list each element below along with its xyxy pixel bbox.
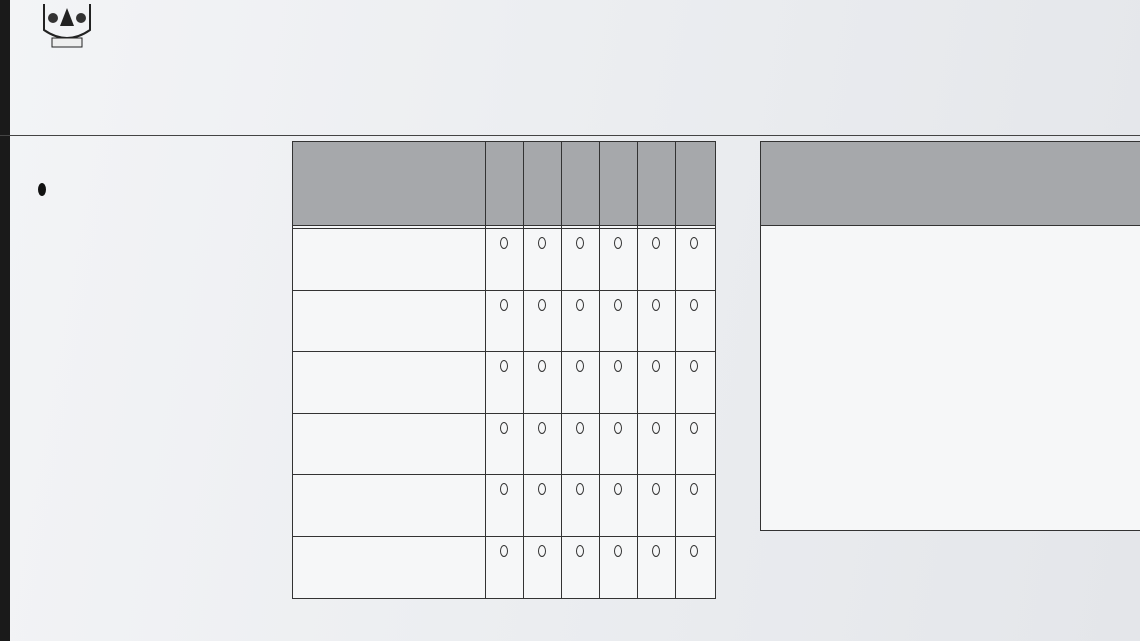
- president-ranking-oval[interactable]: [500, 545, 508, 557]
- president-ranking-oval[interactable]: [614, 483, 622, 495]
- president-ranking-oval[interactable]: [690, 237, 698, 249]
- president-ranking-oval[interactable]: [690, 299, 698, 311]
- senator-contest: [760, 141, 1140, 531]
- president-ranking-oval[interactable]: [500, 483, 508, 495]
- president-ranking-oval[interactable]: [652, 422, 660, 434]
- president-candidate-row: [293, 413, 715, 475]
- president-ranking-oval[interactable]: [690, 483, 698, 495]
- president-ranking-oval[interactable]: [538, 545, 546, 557]
- president-ranking-oval[interactable]: [500, 360, 508, 372]
- instructions-fill-oval: [34, 182, 46, 198]
- maine-seal-icon: [38, 0, 96, 50]
- president-ranking-oval[interactable]: [538, 237, 546, 249]
- senator-contest-header: [761, 142, 1140, 226]
- president-ranking-oval[interactable]: [576, 545, 584, 557]
- president-ranking-oval[interactable]: [538, 360, 546, 372]
- president-ranking-oval[interactable]: [538, 483, 546, 495]
- president-ranking-oval[interactable]: [614, 237, 622, 249]
- president-ranking-oval[interactable]: [652, 483, 660, 495]
- filled-oval-example-icon: [38, 183, 46, 196]
- president-ranking-oval[interactable]: [576, 422, 584, 434]
- president-ranking-oval[interactable]: [538, 299, 546, 311]
- president-ranking-oval[interactable]: [652, 237, 660, 249]
- president-candidate-row: [293, 351, 715, 413]
- president-ranking-oval[interactable]: [614, 422, 622, 434]
- president-contest: [292, 141, 716, 599]
- punch-strip: [0, 0, 10, 641]
- president-ranking-oval[interactable]: [500, 237, 508, 249]
- president-ranking-oval[interactable]: [576, 237, 584, 249]
- president-candidate-row: [293, 536, 715, 598]
- president-ranking-oval[interactable]: [652, 360, 660, 372]
- president-candidate-row: [293, 228, 715, 290]
- president-ranking-oval[interactable]: [500, 422, 508, 434]
- president-ranking-oval[interactable]: [652, 299, 660, 311]
- president-ranking-oval[interactable]: [614, 360, 622, 372]
- president-ranking-oval[interactable]: [500, 299, 508, 311]
- president-ranking-oval[interactable]: [576, 483, 584, 495]
- president-ranking-oval[interactable]: [690, 545, 698, 557]
- president-ranking-oval[interactable]: [614, 299, 622, 311]
- president-candidate-row: [293, 290, 715, 352]
- president-ranking-oval[interactable]: [690, 360, 698, 372]
- president-ranking-oval[interactable]: [652, 545, 660, 557]
- president-ranking-oval[interactable]: [690, 422, 698, 434]
- president-ranking-oval[interactable]: [576, 299, 584, 311]
- header-rule: [0, 135, 1140, 136]
- president-ranking-oval[interactable]: [576, 360, 584, 372]
- president-ranking-oval[interactable]: [538, 422, 546, 434]
- president-ranking-oval[interactable]: [614, 545, 622, 557]
- president-candidate-row: [293, 474, 715, 536]
